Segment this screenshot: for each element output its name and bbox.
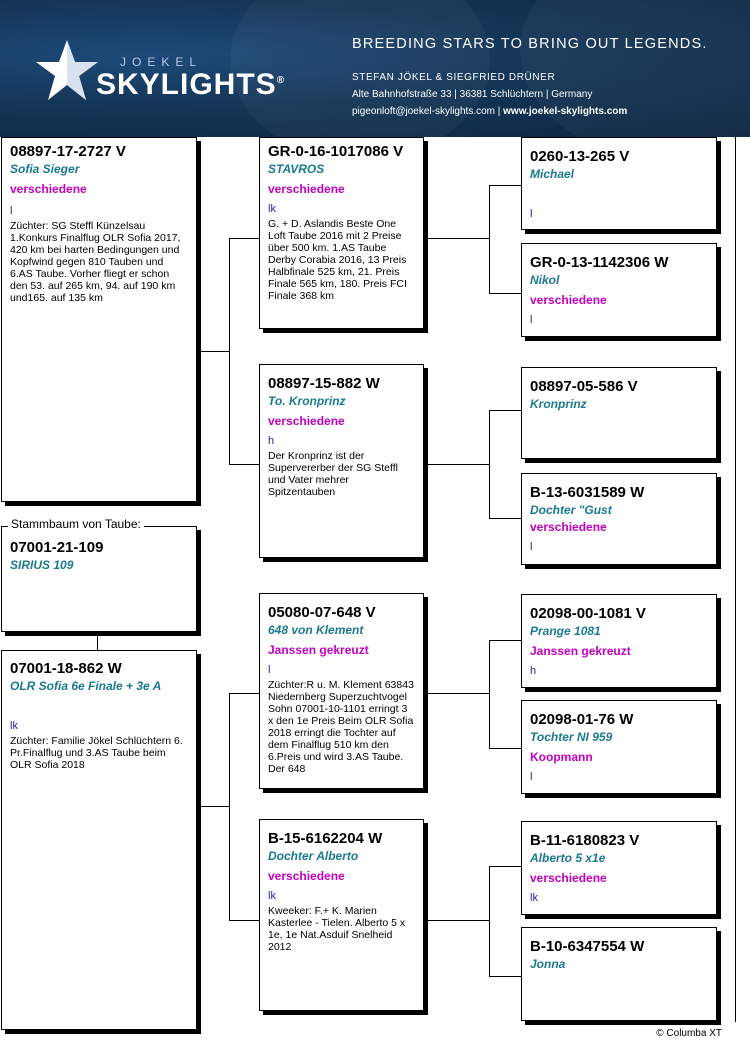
pedigree-card-sire-sire[interactable] bbox=[259, 137, 424, 329]
strain: verschiedene bbox=[268, 414, 345, 428]
pedigree-card-dam-dam[interactable] bbox=[259, 819, 424, 1011]
connector bbox=[424, 238, 489, 239]
pedigree-card-ssd[interactable] bbox=[521, 243, 717, 337]
ring-number: GR-0-16-1017086 V bbox=[268, 143, 404, 160]
connector bbox=[229, 464, 259, 465]
description: Züchter:R u. M. Klement 63843 Niedernberg Superzuchtvogel Sohn 07001-10-1101 erringt 3 x den 1e Preis Beim OLR Sofia 2018 erringt die Tochter auf dem Finalflug 510 km den 6.Preis und wird 3.AS Taube. Der 648 bbox=[268, 679, 414, 775]
brand-large: SKYLIGHTS® bbox=[96, 68, 286, 101]
star-logo-icon bbox=[34, 38, 100, 104]
address: Alte Bahnhofstraße 33 | 36381 Schlüchtern | Germany bbox=[352, 89, 593, 100]
description: Der Kronprinz ist der Supervererber der SG Steffl und Vater mehrer Spitzentauben bbox=[268, 450, 398, 498]
strain: Janssen gekreuzt bbox=[530, 644, 631, 658]
ring-number: 02098-00-1081 V bbox=[530, 605, 646, 622]
ring-number: GR-0-13-1142306 W bbox=[530, 254, 669, 271]
brand-small: JOEKEL bbox=[120, 55, 203, 69]
connector bbox=[489, 640, 490, 748]
connector bbox=[424, 920, 489, 921]
strain bbox=[530, 186, 708, 203]
color-code: lk bbox=[268, 203, 276, 215]
color-code: l bbox=[530, 541, 533, 553]
connector bbox=[229, 920, 259, 921]
color-code: lk bbox=[10, 720, 18, 732]
strain: verschiedene bbox=[530, 871, 607, 885]
connector bbox=[97, 632, 98, 650]
pedigree-card-dds[interactable] bbox=[521, 821, 717, 915]
color-code: l bbox=[268, 664, 271, 676]
connector bbox=[229, 693, 259, 694]
header-banner bbox=[0, 0, 750, 137]
connector bbox=[489, 866, 490, 976]
ring-number: 07001-21-109 bbox=[10, 539, 104, 556]
pigeon-name: Nikol bbox=[530, 273, 560, 287]
description: G. + D. Aslandis Beste One Loft Taube 2016 mit 2 Preise über 500 km. 1.AS Taube Derby Corabia 2016, 13 Preis Halbfinale 525 km, 21. Preis Finale 565 km, 180. Preis FCI Finale 368 km bbox=[268, 218, 407, 302]
pedigree-card-dam-sire[interactable] bbox=[259, 593, 424, 789]
connector bbox=[424, 693, 489, 694]
strain: verschiedene bbox=[10, 182, 87, 196]
pigeon-name: Kronprinz bbox=[530, 397, 587, 411]
connector bbox=[229, 238, 259, 239]
strain: verschiedene bbox=[530, 520, 607, 534]
ring-number: 05080-07-648 V bbox=[268, 604, 376, 621]
connector bbox=[229, 693, 230, 920]
color-code: lk bbox=[530, 892, 538, 904]
connector bbox=[197, 806, 229, 807]
pigeon-name: Sofia Sieger bbox=[10, 162, 80, 176]
pedigree-card-dsd[interactable] bbox=[521, 700, 717, 794]
ring-number: 08897-15-882 W bbox=[268, 375, 380, 392]
strain: Janssen gekreuzt bbox=[268, 643, 369, 657]
color-code: h bbox=[530, 665, 537, 677]
ring-number: 07001-18-862 W bbox=[10, 660, 122, 677]
website-link[interactable]: www.joekel-skylights.com bbox=[503, 106, 628, 117]
pigeon-name: Alberto 5 x1e bbox=[530, 851, 606, 865]
pigeon-name: 648 von Klement bbox=[268, 623, 364, 637]
color-code: h bbox=[268, 435, 275, 447]
pedigree-card-sdd[interactable] bbox=[521, 473, 717, 565]
pigeon-name: Tochter NI 959 bbox=[530, 730, 613, 744]
pedigree-card-sds[interactable] bbox=[521, 367, 717, 459]
ring-number: 02098-01-76 W bbox=[530, 711, 634, 728]
description: Züchter: Familie Jökel Schlüchtern 6. Pr.Finalflug und 3.AS Taube beim OLR Sofia 2018 bbox=[10, 735, 183, 771]
description: Züchter: SG Steffl Künzelsau 1.Konkurs Finalflug OLR Sofia 2017, 420 km bei harten Bedingungen und Kopfwind gegen 810 Tauben und 6.AS Taube. Vorher fliegt er schon den 53. auf 265 km, 94. auf 190 km und165. auf 135 km bbox=[10, 220, 181, 304]
connector bbox=[489, 640, 521, 641]
tagline: BREEDING STARS TO BRING OUT LEGENDS. bbox=[352, 36, 708, 52]
pigeon-name: To. Kronprinz bbox=[268, 394, 346, 408]
pigeon-name: Prange 1081 bbox=[530, 624, 601, 638]
connector bbox=[489, 410, 490, 518]
connector bbox=[489, 748, 521, 749]
ring-number: 08897-05-586 V bbox=[530, 378, 638, 395]
contact-line: pigeonloft@joekel-skylights.com | www.joekel-skylights.com bbox=[352, 106, 628, 117]
strain: Koopmann bbox=[530, 750, 593, 764]
ring-number: B-15-6162204 W bbox=[268, 830, 383, 847]
strain bbox=[10, 698, 188, 715]
pedigree-card-sire-dam[interactable] bbox=[259, 364, 424, 558]
pedigree-card-dss[interactable] bbox=[521, 594, 717, 688]
strain: verschiedene bbox=[530, 293, 607, 307]
connector bbox=[489, 185, 490, 293]
pigeon-name: Dochter "Gust bbox=[530, 503, 612, 517]
strain: verschiedene bbox=[268, 182, 345, 196]
pedigree-card-ddd[interactable] bbox=[521, 927, 717, 1021]
connector bbox=[489, 866, 521, 867]
ring-number: 08897-17-2727 V bbox=[10, 143, 126, 160]
copyright: © Columba XT bbox=[656, 1028, 722, 1039]
email-link[interactable]: pigeonloft@joekel-skylights.com bbox=[352, 106, 495, 117]
pedigree-card-dam[interactable] bbox=[1, 650, 197, 1030]
ring-number: B-13-6031589 W bbox=[530, 484, 645, 501]
ring-number: B-10-6347554 W bbox=[530, 938, 645, 955]
connector bbox=[197, 351, 229, 352]
connector bbox=[424, 464, 489, 465]
page-border bbox=[735, 137, 736, 1022]
color-code: l bbox=[530, 208, 533, 220]
pigeon-name: Jonna bbox=[530, 957, 566, 971]
pedigree-title: Stammbaum von Taube: bbox=[8, 517, 144, 531]
connector bbox=[489, 518, 521, 519]
color-code: l bbox=[530, 314, 533, 326]
pedigree-card-sire[interactable] bbox=[1, 137, 197, 502]
color-code: l bbox=[530, 771, 533, 783]
connector bbox=[489, 293, 521, 294]
pigeon-name: Michael bbox=[530, 167, 575, 181]
pigeon-name: SIRIUS 109 bbox=[10, 558, 74, 572]
ring-number: B-11-6180823 V bbox=[530, 832, 640, 849]
strain: verschiedene bbox=[268, 869, 345, 883]
pedigree-card-subject[interactable] bbox=[1, 526, 197, 632]
color-code: l bbox=[10, 205, 13, 217]
pedigree-card-sss[interactable] bbox=[521, 137, 717, 230]
ring-number: 0260-13-265 V bbox=[530, 148, 630, 165]
connector bbox=[229, 238, 230, 464]
connector bbox=[489, 185, 521, 186]
pigeon-name: Dochter Alberto bbox=[268, 849, 359, 863]
connector bbox=[489, 410, 521, 411]
connector bbox=[489, 976, 521, 977]
pigeon-name: OLR Sofia 6e Finale + 3e A bbox=[10, 679, 162, 693]
owner-names: STEFAN JÖKEL & SIEGFRIED DRÜNER bbox=[352, 72, 556, 83]
description: Kweeker: F.+ K. Marien Kasterlee - Tielen. Alberto 5 x 1e, 1e Nat.Asduif Snelheid 2012 bbox=[268, 905, 406, 953]
color-code: lk bbox=[268, 890, 276, 902]
pigeon-name: STAVROS bbox=[268, 162, 325, 176]
